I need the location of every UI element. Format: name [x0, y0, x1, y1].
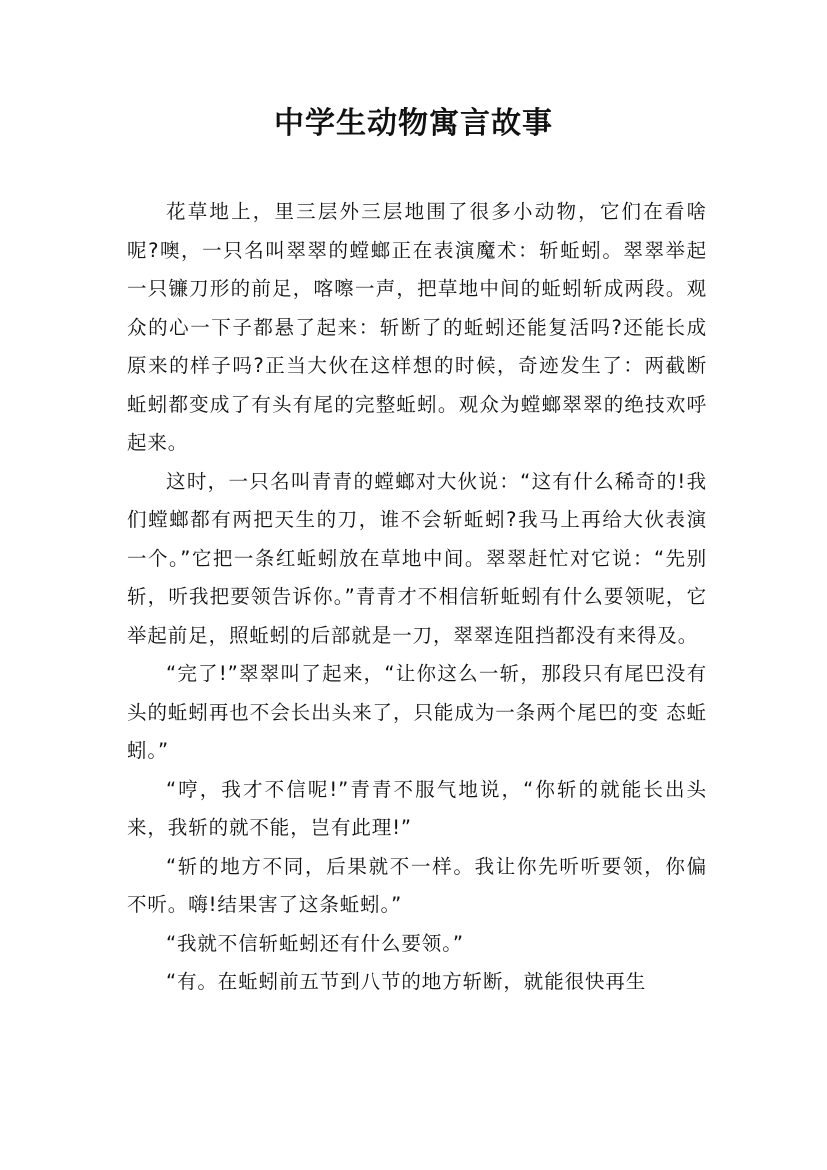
- paragraph: “完了!”翠翠叫了起来，“让你这么一斩，那段只有尾巴没有头的蚯蚓再也不会长出头来了，只能成为一条两个尾巴的变 态蚯蚓。”: [127, 662, 707, 762]
- paragraph: 花草地上，里三层外三层地围了很多小动物，它们在看啥呢?噢，一只名叫翠翠的螳螂正在表演魔术：斩蚯蚓。翠翠举起一只镰刀形的前足，喀嚓一声，把草地中间的蚯蚓斩成两段。观众的心一下子都悬了起来：斩断了的蚯蚓还能复活吗?还能长成原来的样子吗?正当大伙在这样想的时候，奇迹发生了：两截断蚯蚓都变成了有头有尾的完整蚯蚓。观众为螳螂翠翠的绝技欢呼起来。: [127, 200, 707, 454]
- paragraph: 这时，一只名叫青青的螳螂对大伙说：“这有什么稀奇的!我们螳螂都有两把天生的刀，谁不会斩蚯蚓?我马上再给大伙表演一个。”它把一条红蚯蚓放在草地中间。翠翠赶忙对它说：“先别斩，听我把要领告诉你。”青青才不相信斩蚯蚓有什么要领呢，它举起前足，照蚯蚓的后部就是一刀，翠翠连阻挡都没有来得及。: [127, 469, 707, 647]
- paragraph: “我就不信斩蚯蚓还有什么要领。”: [166, 931, 464, 955]
- paragraph: “有。在蚯蚓前五节到八节的地方斩断，就能很快再生: [166, 970, 647, 993]
- paragraph: “哼，我才不信呢!”青青不服气地说，“你斩的就能长出头来，我斩的就不能，岂有此理!”: [127, 777, 707, 839]
- story-body: [127, 193, 707, 1002]
- paragraph: “斩的地方不同，后果就不一样。我让你先听听要领，你偏不听。嗨!结果害了这条蚯蚓。”: [127, 854, 707, 916]
- document-title: 中学生动物寓言故事: [274, 106, 553, 141]
